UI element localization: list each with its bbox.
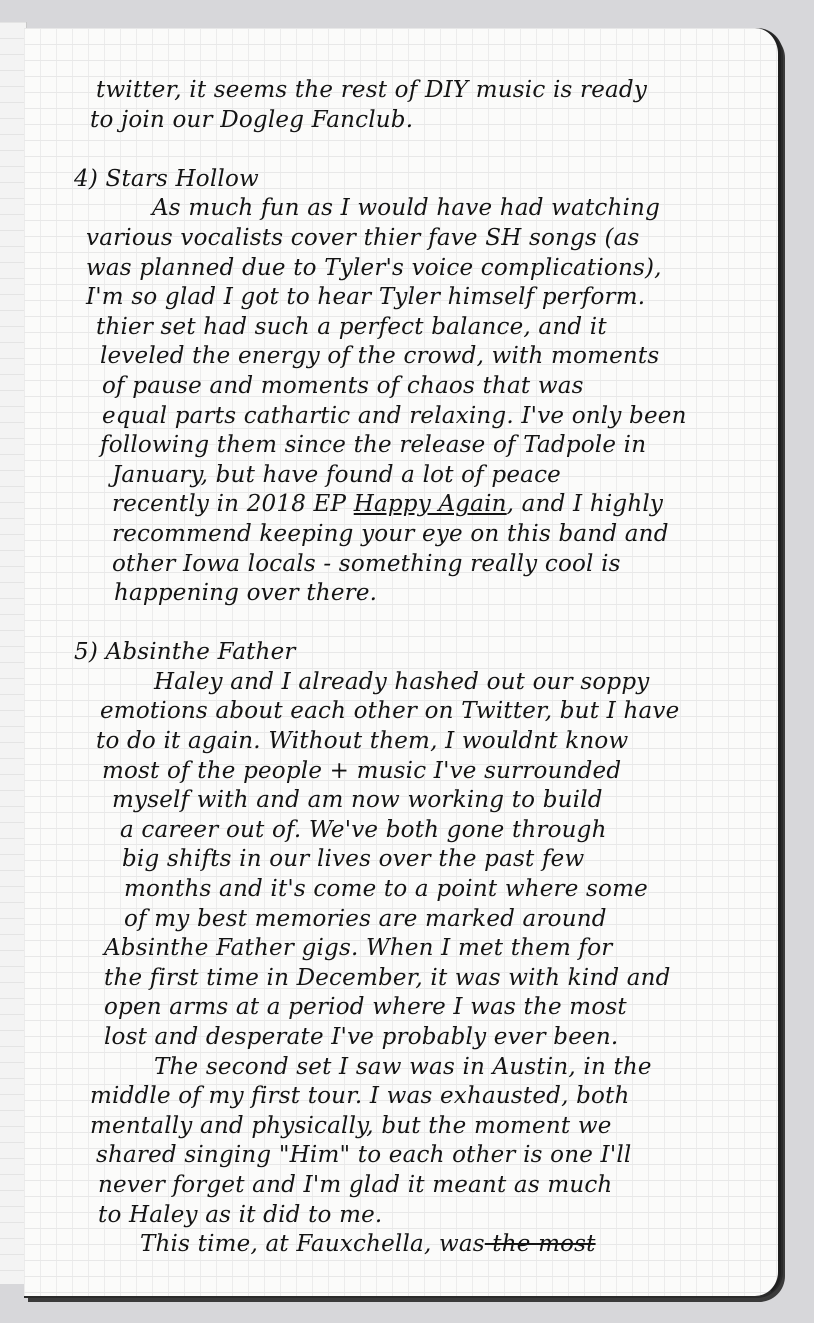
text-line: to join our Dogleg Fanclub. [90, 106, 414, 133]
text-line: various vocalists cover thier fave SH songs (as [86, 224, 640, 251]
text-line: As much fun as I would have had watching [152, 195, 660, 222]
text-line: Haley and I already hashed out our soppy [154, 668, 650, 695]
text-line: This time, at Fauxchella, was the most [140, 1231, 596, 1258]
text-line: to Haley as it did to me. [98, 1201, 383, 1228]
text-line: 5) Absinthe Father [74, 639, 296, 666]
text-line: recently in 2018 EP Happy Again, and I highly [112, 491, 664, 518]
text-line: myself with and am now working to build [112, 787, 603, 814]
text-line: I'm so glad I got to hear Tyler himself perform. [86, 284, 646, 311]
text-line: never forget and I'm glad it meant as much [98, 1171, 613, 1198]
text-line: happening over there. [114, 580, 378, 607]
text-line: big shifts in our lives over the past few [122, 846, 585, 873]
text-line: January, but have found a lot of peace [112, 461, 561, 488]
text-line: recommend keeping your eye on this band and [112, 520, 669, 547]
text-line: the first time in December, it was with kind and [104, 964, 671, 991]
text-line: other Iowa locals - something really cool is [112, 550, 621, 577]
text-line: thier set had such a perfect balance, and it [96, 313, 607, 340]
text-line: lost and desperate I've probably ever been. [104, 1024, 619, 1050]
text-line: following them since the release of Tadpole in [100, 432, 647, 459]
struck-text: the most [484, 1231, 596, 1258]
text-line: emotions about each other on Twitter, but I have [100, 698, 680, 725]
left-page-edge [0, 22, 27, 1284]
text-line: shared singing "Him" to each other is one I'll [96, 1142, 632, 1169]
text-line: leveled the energy of the crowd, with moments [100, 343, 660, 370]
text-line [74, 135, 774, 165]
text-line: was planned due to Tyler's voice complications), [86, 254, 662, 281]
notebook-page [24, 28, 781, 1298]
underlined-title: Happy Again [353, 491, 507, 518]
text-line: Absinthe Father gigs. When I met them for [104, 935, 613, 962]
text-line: equal parts cathartic and relaxing. I've only been [102, 402, 687, 429]
text-line: 4) Stars Hollow [74, 165, 259, 192]
text-line: open arms at a period where I was the most [104, 994, 627, 1021]
handwritten-text [74, 76, 774, 1260]
text-line: mentally and physically, but the moment we [90, 1112, 612, 1139]
text-line: of pause and moments of chaos that was [102, 372, 584, 399]
text-line: months and it's come to a point where some [124, 876, 648, 903]
text-line: of my best memories are marked around [124, 905, 607, 932]
text-line: a career out of. We've both gone through [120, 816, 607, 843]
text-line: to do it again. Without them, I wouldnt know [96, 728, 629, 755]
text-line: middle of my first tour. I was exhausted, both [90, 1083, 630, 1110]
text-line [74, 609, 774, 639]
text-line: The second set I saw was in Austin, in the [154, 1053, 652, 1080]
text-line: twitter, it seems the rest of DIY music is ready [96, 77, 648, 103]
text-line: most of the people + music I've surrounded [102, 757, 622, 784]
